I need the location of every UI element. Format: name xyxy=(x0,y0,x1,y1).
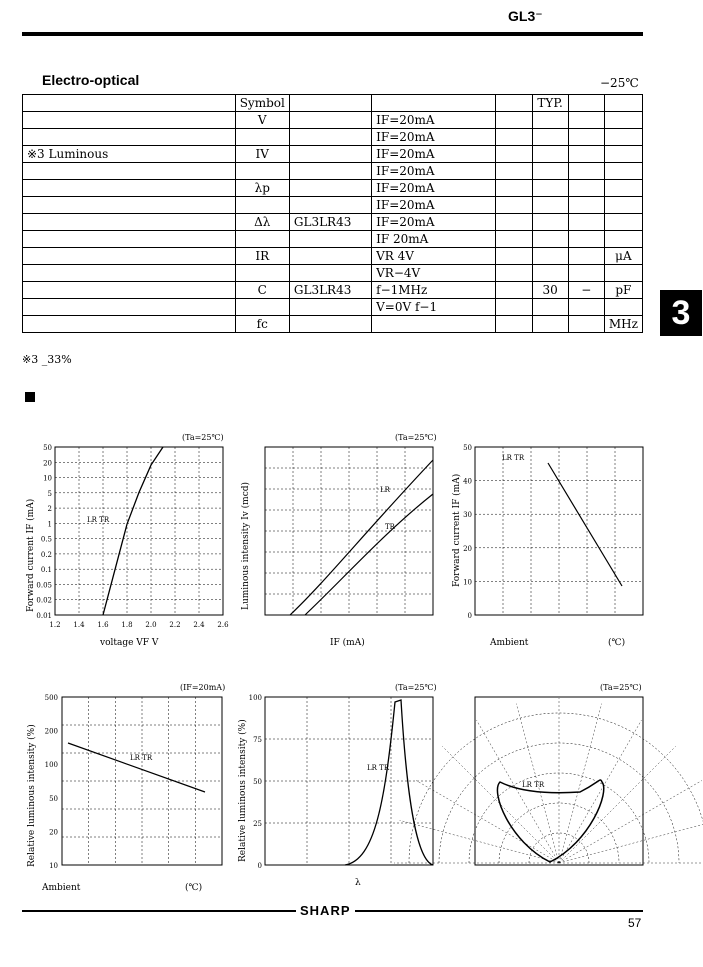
tick-label: 0.2 xyxy=(40,550,52,559)
table-cell xyxy=(568,316,604,333)
table-cell xyxy=(496,180,532,197)
table-cell: IR xyxy=(235,248,289,265)
table-cell xyxy=(289,112,371,129)
series-line xyxy=(103,447,163,615)
tick-label: 2.2 xyxy=(169,621,181,629)
tick-label: 50 xyxy=(49,794,58,803)
table-cell: − xyxy=(568,282,604,299)
tick-label: 20 xyxy=(463,544,472,553)
chart-condition: (Ta=25℃) xyxy=(182,433,224,442)
table-row xyxy=(23,231,643,248)
table-row xyxy=(23,265,643,282)
table-cell: IF=20mA xyxy=(372,163,496,180)
x-axis-label: Ambient xyxy=(42,883,81,893)
tick-label: 2.0 xyxy=(145,621,157,629)
table-row xyxy=(23,129,643,146)
table-row xyxy=(23,316,643,333)
section-title: Electro-optical xyxy=(42,72,140,88)
table-cell xyxy=(23,129,236,146)
table-cell xyxy=(235,197,289,214)
tick-label: 200 xyxy=(44,727,58,736)
y-ticks xyxy=(36,444,52,620)
table-cell xyxy=(235,265,289,282)
tick-label: 500 xyxy=(44,694,58,702)
tick-label: 40 xyxy=(463,477,472,486)
table-cell xyxy=(532,112,568,129)
x-axis-label: Ambient xyxy=(490,638,529,648)
table-cell: IF=20mA xyxy=(372,129,496,146)
table-cell xyxy=(23,299,236,316)
table-cell xyxy=(604,95,642,112)
table-header-row xyxy=(23,95,643,112)
page-number: 57 xyxy=(628,916,642,930)
brand-logo: SHARP xyxy=(296,903,355,918)
table-row xyxy=(23,112,643,129)
plot-frame xyxy=(55,447,223,615)
chart-luminous-intensity-vs-current xyxy=(235,432,450,652)
table-cell xyxy=(235,299,289,316)
table-cell xyxy=(496,299,532,316)
table-cell xyxy=(568,163,604,180)
spec-table-body xyxy=(23,95,643,333)
tick-label: 20 xyxy=(49,828,58,837)
y-axis-label: Relative luminous intensity (%) xyxy=(238,719,248,862)
radiation-pattern xyxy=(497,780,603,862)
table-cell: IF=20mA xyxy=(372,146,496,163)
table-cell xyxy=(604,112,642,129)
table-cell xyxy=(532,299,568,316)
table-cell xyxy=(568,112,604,129)
tick-label: 100 xyxy=(248,694,262,702)
series-label: LR TR xyxy=(87,516,110,524)
grid xyxy=(475,447,643,615)
table-cell xyxy=(289,146,371,163)
y-axis-label: Relative luminous intensity (%) xyxy=(27,724,37,867)
series-line-lr xyxy=(290,460,433,615)
table-cell xyxy=(496,316,532,333)
tick-label: 2.4 xyxy=(193,621,205,629)
table-cell xyxy=(568,197,604,214)
table-cell xyxy=(568,214,604,231)
chart-radiation-diagram xyxy=(450,682,665,897)
table-cell xyxy=(532,316,568,333)
table-cell: V=0V f−1 xyxy=(372,299,496,316)
table-cell xyxy=(532,214,568,231)
table-cell xyxy=(496,282,532,299)
table-cell xyxy=(23,282,236,299)
table-cell xyxy=(496,163,532,180)
table-row xyxy=(23,197,643,214)
table-cell xyxy=(23,95,236,112)
tick-label: 20 xyxy=(43,459,52,468)
polar-spoke xyxy=(559,781,702,864)
table-cell: IV xyxy=(235,146,289,163)
table-cell: VR−4V xyxy=(372,265,496,282)
table-cell xyxy=(289,299,371,316)
table-cell xyxy=(496,231,532,248)
table-cell xyxy=(23,180,236,197)
table-cell xyxy=(235,129,289,146)
tick-label: 50 xyxy=(253,778,262,786)
tick-label: 1.8 xyxy=(121,621,133,629)
table-cell xyxy=(532,248,568,265)
table-cell xyxy=(568,146,604,163)
chart-forward-current-vs-ambient xyxy=(450,432,665,652)
table-cell xyxy=(604,265,642,282)
tick-label: 1.6 xyxy=(97,621,109,629)
chart-forward-current-vs-voltage xyxy=(20,432,235,652)
x-axis-unit: (℃) xyxy=(608,638,626,648)
polar-spoke xyxy=(559,720,642,863)
table-cell xyxy=(568,299,604,316)
table-cell xyxy=(23,231,236,248)
series-line xyxy=(68,743,205,792)
table-cell xyxy=(568,248,604,265)
table-cell xyxy=(532,231,568,248)
table-row xyxy=(23,163,643,180)
table-cell xyxy=(532,197,568,214)
table-cell: pF xyxy=(604,282,642,299)
table-cell xyxy=(23,214,236,231)
table-cell xyxy=(604,129,642,146)
table-cell xyxy=(289,265,371,282)
table-cell xyxy=(289,129,371,146)
table-cell: IF=20mA xyxy=(372,112,496,129)
chart-relative-intensity-vs-ambient xyxy=(20,682,235,897)
table-cell xyxy=(496,95,532,112)
chart-condition: (Ta=25℃) xyxy=(600,683,642,692)
tick-label: 0.05 xyxy=(36,581,52,590)
table-row xyxy=(23,180,643,197)
table-cell xyxy=(604,214,642,231)
chart-condition: (Ta=25℃) xyxy=(395,433,437,442)
tick-label: 1 xyxy=(47,520,52,529)
table-cell: μA xyxy=(604,248,642,265)
polar-spoke xyxy=(559,820,703,863)
polar-arc xyxy=(409,713,703,863)
table-cell xyxy=(289,163,371,180)
tick-label: 10 xyxy=(49,862,58,870)
tick-label: 0.5 xyxy=(40,535,52,544)
tick-label: 0.02 xyxy=(36,596,52,605)
table-cell: f−1MHz xyxy=(372,282,496,299)
table-row xyxy=(23,214,643,231)
table-cell xyxy=(289,248,371,265)
polar-spoke xyxy=(477,720,560,863)
tick-label: 50 xyxy=(43,444,52,452)
table-cell xyxy=(289,95,371,112)
tick-label: 75 xyxy=(253,736,262,744)
table-cell xyxy=(604,146,642,163)
tick-label: 2.6 xyxy=(217,621,229,629)
tick-label: 25 xyxy=(253,820,262,828)
table-cell xyxy=(23,112,236,129)
x-axis-unit: (℃) xyxy=(185,883,203,893)
tick-label: 10 xyxy=(463,578,472,587)
table-cell xyxy=(568,95,604,112)
table-cell: ※3 Luminous xyxy=(23,146,236,163)
table-cell xyxy=(604,163,642,180)
tick-label: 0 xyxy=(467,612,472,620)
tick-label: 1.4 xyxy=(73,621,85,629)
polar-spoke xyxy=(559,746,676,863)
x-axis-label: λ xyxy=(355,878,361,888)
table-cell xyxy=(532,129,568,146)
table-cell xyxy=(604,231,642,248)
series-line-tr xyxy=(305,494,433,615)
table-cell xyxy=(496,197,532,214)
series-label: LR TR xyxy=(502,454,525,462)
grid xyxy=(55,447,223,615)
table-cell xyxy=(532,163,568,180)
tick-label: 1.2 xyxy=(49,621,61,629)
y-axis-label: Forward current IF (mA) xyxy=(26,498,36,612)
table-cell: MHz xyxy=(604,316,642,333)
tick-label: 0.01 xyxy=(36,612,52,620)
table-cell xyxy=(604,180,642,197)
table-cell xyxy=(532,265,568,282)
table-cell: TYP. xyxy=(532,95,568,112)
table-row xyxy=(23,299,643,316)
tick-label: 10 xyxy=(43,474,52,483)
table-cell: C xyxy=(235,282,289,299)
table-cell xyxy=(23,248,236,265)
series-label: LR TR xyxy=(522,781,545,789)
table-cell: 30 xyxy=(532,282,568,299)
table-cell: fc xyxy=(235,316,289,333)
table-cell: V xyxy=(235,112,289,129)
section-tab: 3 xyxy=(660,290,702,336)
table-cell xyxy=(23,197,236,214)
footnote: ※3 _33% xyxy=(22,353,72,366)
table-cell xyxy=(235,231,289,248)
section-condition: −25℃ xyxy=(600,76,639,90)
table-cell xyxy=(568,265,604,282)
tick-label: 100 xyxy=(44,761,58,770)
table-row xyxy=(23,282,643,299)
chart-spectrum xyxy=(235,682,450,897)
tick-label: 0.1 xyxy=(40,566,52,575)
tick-label: 0 xyxy=(257,862,262,870)
table-cell xyxy=(568,180,604,197)
grid xyxy=(62,697,222,865)
table-cell xyxy=(568,231,604,248)
table-cell xyxy=(372,316,496,333)
table-cell: IF=20mA xyxy=(372,214,496,231)
table-cell xyxy=(496,248,532,265)
table-cell xyxy=(23,316,236,333)
tick-label: 5 xyxy=(47,489,52,498)
table-cell: IF 20mA xyxy=(372,231,496,248)
table-cell: λp xyxy=(235,180,289,197)
chart-condition: (IF=20mA) xyxy=(180,683,226,692)
grid xyxy=(265,447,433,615)
table-cell: GL3LR43 xyxy=(289,282,371,299)
table-cell: Symbol xyxy=(235,95,289,112)
table-cell xyxy=(532,146,568,163)
table-row xyxy=(23,146,643,163)
table-cell xyxy=(496,112,532,129)
y-ticks xyxy=(249,694,262,870)
table-cell xyxy=(23,265,236,282)
series-label: LR TR xyxy=(130,754,153,762)
chart-condition: (Ta=25℃) xyxy=(395,683,437,692)
table-cell xyxy=(235,163,289,180)
table-cell xyxy=(496,214,532,231)
table-cell xyxy=(496,265,532,282)
table-cell xyxy=(496,129,532,146)
page-title: GL3⁻ xyxy=(508,8,543,24)
x-ticks xyxy=(49,621,229,629)
table-cell xyxy=(23,163,236,180)
table-cell xyxy=(289,231,371,248)
series-label-tr: TR xyxy=(385,523,395,531)
table-cell xyxy=(289,197,371,214)
table-cell: IF=20mA xyxy=(372,180,496,197)
table-cell xyxy=(568,129,604,146)
series-label-lr: LR xyxy=(380,486,390,494)
y-ticks xyxy=(45,694,58,870)
tick-label: 50 xyxy=(463,444,472,452)
table-cell: GL3LR43 xyxy=(289,214,371,231)
x-axis-label: voltage VF V xyxy=(100,638,159,648)
table-cell: VR 4V xyxy=(372,248,496,265)
table-row xyxy=(23,248,643,265)
x-axis-label: IF (mA) xyxy=(330,638,365,648)
table-cell xyxy=(532,180,568,197)
tick-label: 2 xyxy=(47,505,52,514)
section-bullet xyxy=(25,392,35,402)
table-cell xyxy=(604,197,642,214)
series-label: LR TR xyxy=(367,764,390,772)
table-cell xyxy=(496,146,532,163)
spec-table xyxy=(22,94,643,333)
y-axis-label: Forward current IF (mA) xyxy=(452,473,462,587)
table-cell: IF=20mA xyxy=(372,197,496,214)
table-cell xyxy=(289,316,371,333)
y-axis-label: Luminous intensity Iv (mcd) xyxy=(241,481,251,610)
y-ticks xyxy=(463,444,472,620)
table-cell xyxy=(289,180,371,197)
header-rule xyxy=(22,32,643,36)
table-cell: Δλ xyxy=(235,214,289,231)
tick-label: 30 xyxy=(463,511,472,520)
table-cell xyxy=(372,95,496,112)
table-cell xyxy=(604,299,642,316)
